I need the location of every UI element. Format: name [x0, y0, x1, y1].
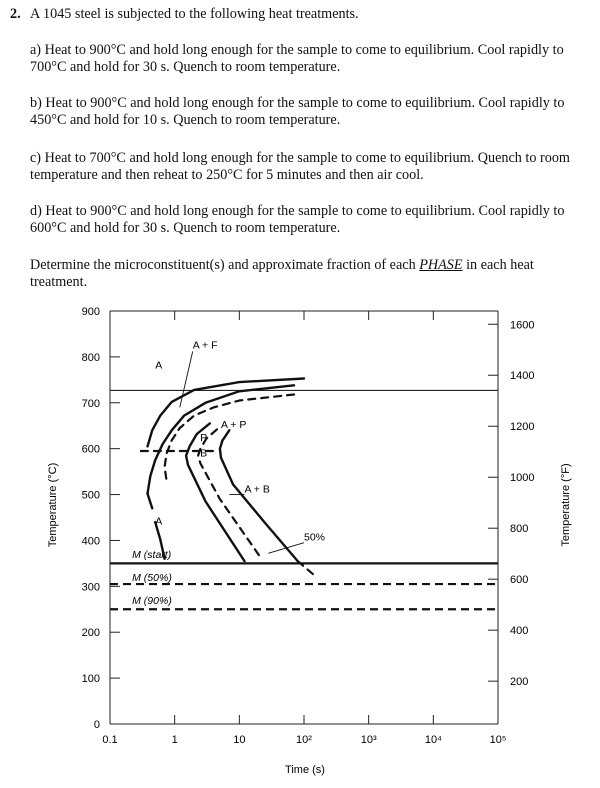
- x-tick-label: 1: [171, 734, 178, 746]
- region-label-9: M (50%): [132, 571, 172, 584]
- y-axis-right-ticks: [488, 319, 534, 688]
- x-tick-label: 10⁴: [424, 734, 442, 746]
- y-tick-label: 0: [93, 719, 100, 731]
- y-right-tick-label: 600: [510, 574, 529, 587]
- pointer-50: [268, 543, 304, 554]
- y-axis-right-label: Temperature (°F): [560, 463, 572, 547]
- region-label-6: A: [155, 515, 163, 528]
- region-label-5: A + B: [244, 483, 270, 496]
- ttt-curve-2: [165, 395, 294, 481]
- y-right-tick-label: 800: [510, 523, 529, 536]
- determine-post: in each heat treatment.: [30, 257, 534, 290]
- region-label-2: A + P: [220, 419, 247, 432]
- region-label-3: P: [200, 431, 208, 444]
- y-tick-label: 700: [81, 397, 100, 410]
- region-label-8: M (start): [132, 548, 172, 561]
- y-tick-label: 500: [81, 489, 100, 502]
- y-tick-label: 600: [81, 443, 100, 456]
- region-label-1: A + F: [192, 339, 218, 352]
- y-tick-label: 800: [81, 351, 100, 364]
- x-tick-label: 10⁵: [489, 734, 507, 746]
- determine-instruction: [30, 257, 586, 291]
- region-label-0: A: [155, 359, 163, 372]
- ttt-curve-3: [148, 494, 153, 509]
- y-right-tick-label: 1600: [510, 319, 535, 332]
- y-tick-label: 400: [81, 535, 100, 548]
- plot-frame: [110, 311, 498, 724]
- y-right-tick-label: 400: [510, 625, 529, 638]
- y-right-tick-label: 1000: [510, 472, 535, 485]
- ttt-curve-5: [186, 423, 244, 561]
- region-label-7: 50%: [304, 531, 326, 544]
- y-tick-label: 900: [81, 306, 100, 318]
- phase-word: PHASE: [419, 257, 463, 273]
- part-b: b) Heat to 900°C and hold long enough for the sample to come to equilibrium. Cool rapidly to 450°C and hold for 10 s. Quench to room temperature.: [30, 95, 565, 128]
- y-tick-label: 200: [81, 627, 100, 640]
- transformation-curves: [110, 379, 498, 577]
- region-label-10: M (90%): [132, 594, 172, 607]
- x-tick-label: 10: [233, 734, 246, 746]
- x-tick-label: 10²: [296, 734, 312, 746]
- part-c: c) Heat to 700°C and hold long enough for the sample to come to equilibrium. Quench to room temperature and then reheat to 250°C for 5 minutes and then air cool.: [30, 150, 570, 183]
- x-tick-label: 10³: [360, 734, 377, 746]
- y-right-tick-label: 1400: [510, 370, 535, 383]
- part-d: d) Heat to 900°C and hold long enough for the sample to come to equilibrium. Cool rapidly to 600°C and hold for 30 s. Quench to room temperature.: [30, 203, 565, 236]
- ttt-diagram: [0, 295, 600, 788]
- region-label-4: B: [200, 447, 208, 460]
- question-header: [10, 6, 588, 23]
- y-tick-label: 100: [81, 673, 100, 686]
- x-tick-label: 0.1: [102, 734, 118, 746]
- question-number: 2.: [10, 6, 21, 22]
- question-intro: A 1045 steel is subjected to the following heat treatments.: [30, 6, 359, 22]
- part-a: a) Heat to 900°C and hold long enough for the sample to come to equilibrium. Cool rapidly to 700°C and hold for 30 s. Quench to room temperature.: [30, 42, 564, 75]
- x-axis-label: Time (s): [285, 764, 325, 776]
- x-axis-ticks: [102, 311, 506, 746]
- determine-pre: Determine the microconstituent(s) and approximate fraction of each: [30, 257, 420, 273]
- y-right-tick-label: 1200: [510, 421, 535, 434]
- y-axis-label: Temperature (°C): [47, 462, 59, 548]
- ttt-curve-1: [148, 385, 295, 496]
- y-axis-ticks: [82, 306, 120, 731]
- y-tick-label: 300: [81, 581, 100, 594]
- y-right-tick-label: 200: [510, 676, 529, 689]
- pointer-af: [180, 351, 193, 407]
